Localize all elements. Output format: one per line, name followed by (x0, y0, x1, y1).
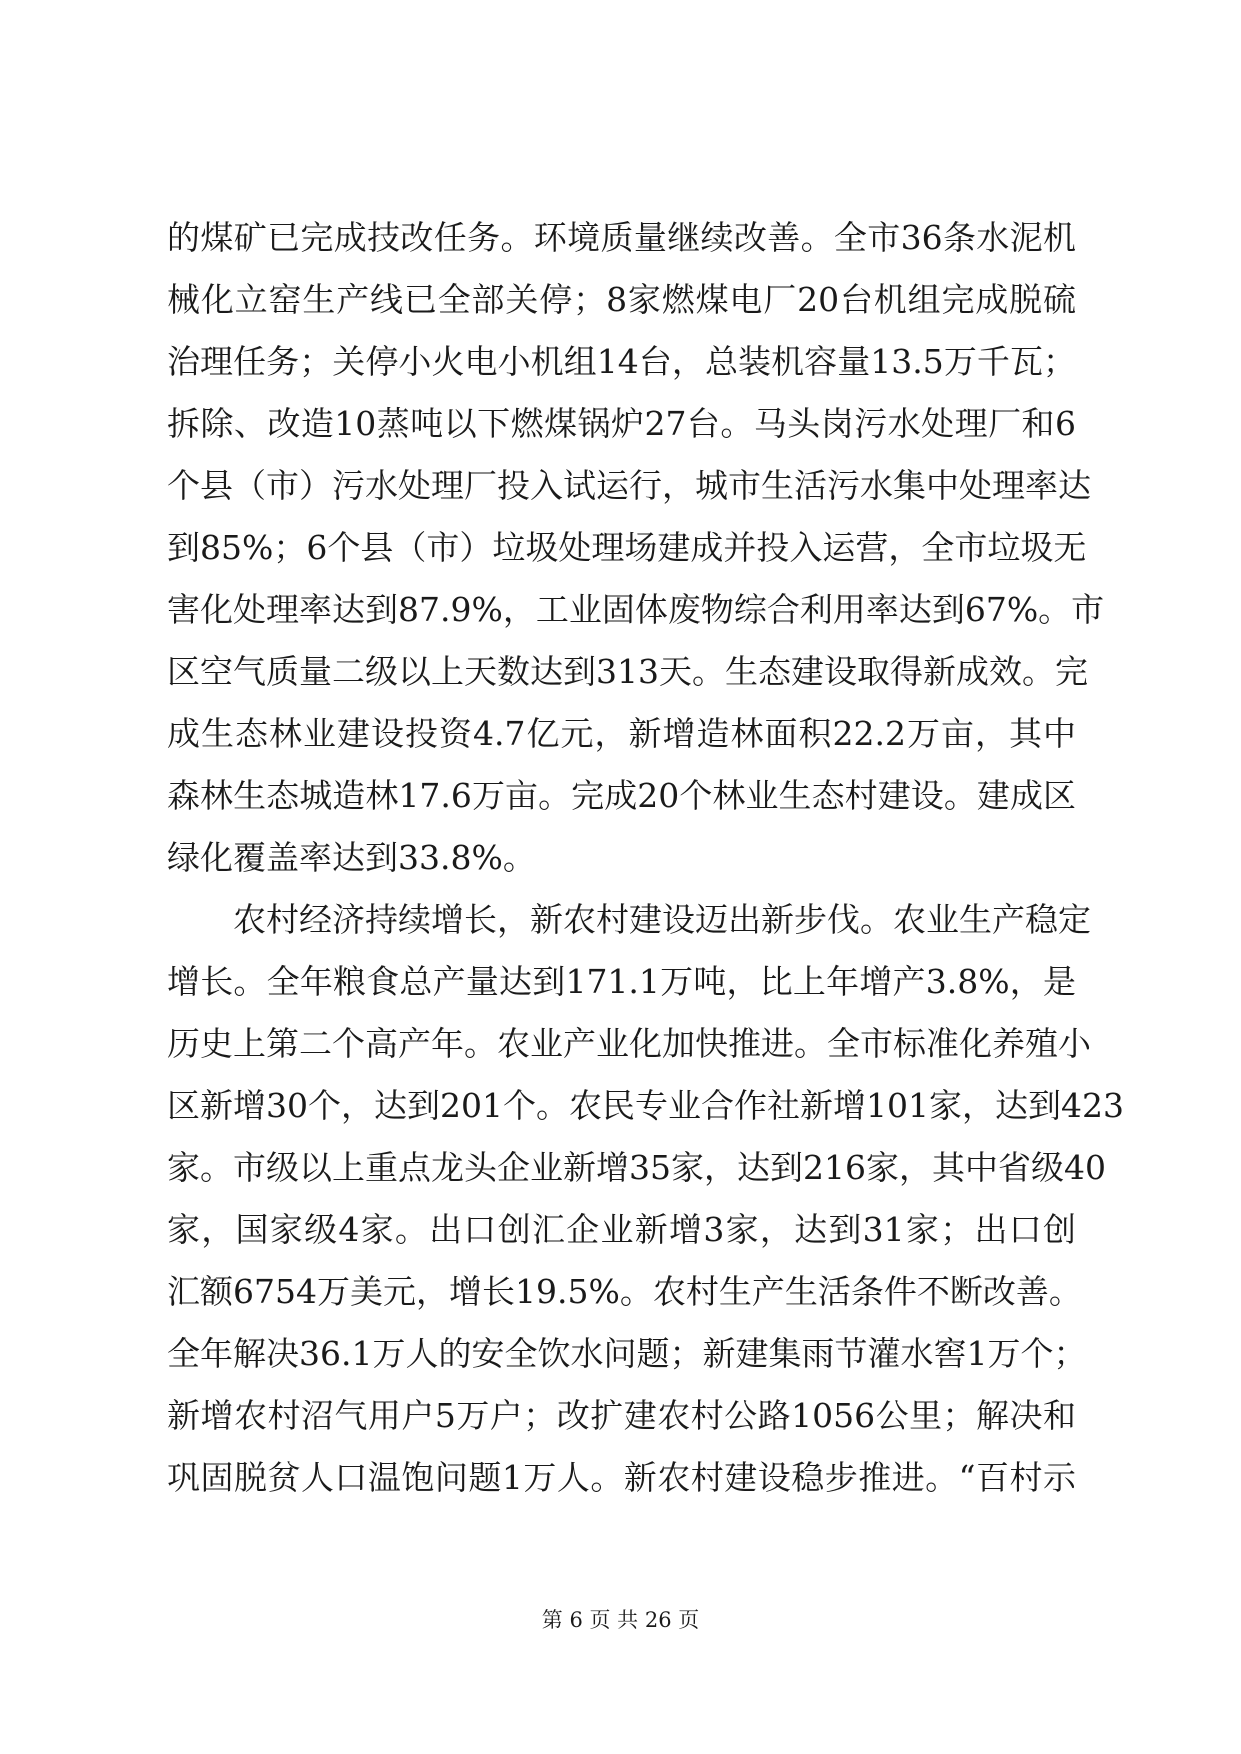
body-text-line: 区新增30个，达到201个。农民专业合作社新增101家，达到423 (167, 1086, 1124, 1125)
body-text-line: 森林生态城造林17.6万亩。完成20个林业生态村建设。建成区 (167, 776, 1076, 815)
body-text-line: 新增农村沼气用户5万户；改扩建农村公路1056公里；解决和 (167, 1396, 1076, 1435)
body-text-line: 械化立窑生产线已全部关停；8家燃煤电厂20台机组完成脱硫 (167, 280, 1076, 319)
body-text-line: 汇额6754万美元，增长19.5%。农村生产生活条件不断改善。 (167, 1272, 1082, 1311)
body-text-line: 成生态林业建设投资4.7亿元，新增造林面积22.2万亩，其中 (167, 714, 1076, 753)
body-text-line: 历史上第二个高产年。农业产业化加快推进。全市标准化养殖小 (167, 1024, 1091, 1063)
body-text-line: 拆除、改造10蒸吨以下燃煤锅炉27台。马头岗污水处理厂和6 (167, 404, 1076, 443)
body-text-line: 家，国家级4家。出口创汇企业新增3家，达到31家；出口创 (167, 1210, 1076, 1249)
paragraph-first-line: 农村经济持续增长，新农村建设迈出新步伐。农业生产稳定 (233, 900, 1091, 939)
body-text-line: 治理任务；关停小火电小机组14台，总装机容量13.5万千瓦； (167, 342, 1076, 381)
body-text-line: 区空气质量二级以上天数达到313天。生态建设取得新成效。完 (167, 652, 1088, 691)
body-text-line: 增长。全年粮食总产量达到171.1万吨，比上年增产3.8%，是 (167, 962, 1076, 1001)
body-text-line: 家。市级以上重点龙头企业新增35家，达到216家，其中省级40 (167, 1148, 1106, 1187)
body-text-line: 全年解决36.1万人的安全饮水问题；新建集雨节灌水窖1万个； (167, 1334, 1087, 1373)
body-text-line: 到85%；6个县（市）垃圾处理场建成并投入运营，全市垃圾无 (167, 528, 1087, 567)
page-footer: 第 6 页 共 26 页 (541, 1608, 700, 1632)
body-text-line: 绿化覆盖率达到33.8%。 (167, 838, 536, 877)
body-text-line: 的煤矿已完成技改任务。环境质量继续改善。全市36条水泥机 (167, 218, 1076, 257)
body-text-line: 害化处理率达到87.9%，工业固体废物综合利用率达到67%。市 (167, 590, 1105, 629)
body-text-line: 个县（市）污水处理厂投入试运行，城市生活污水集中处理率达 (167, 466, 1091, 505)
body-text-line: 巩固脱贫人口温饱问题1万人。新农村建设稳步推进。“百村示 (167, 1458, 1076, 1497)
